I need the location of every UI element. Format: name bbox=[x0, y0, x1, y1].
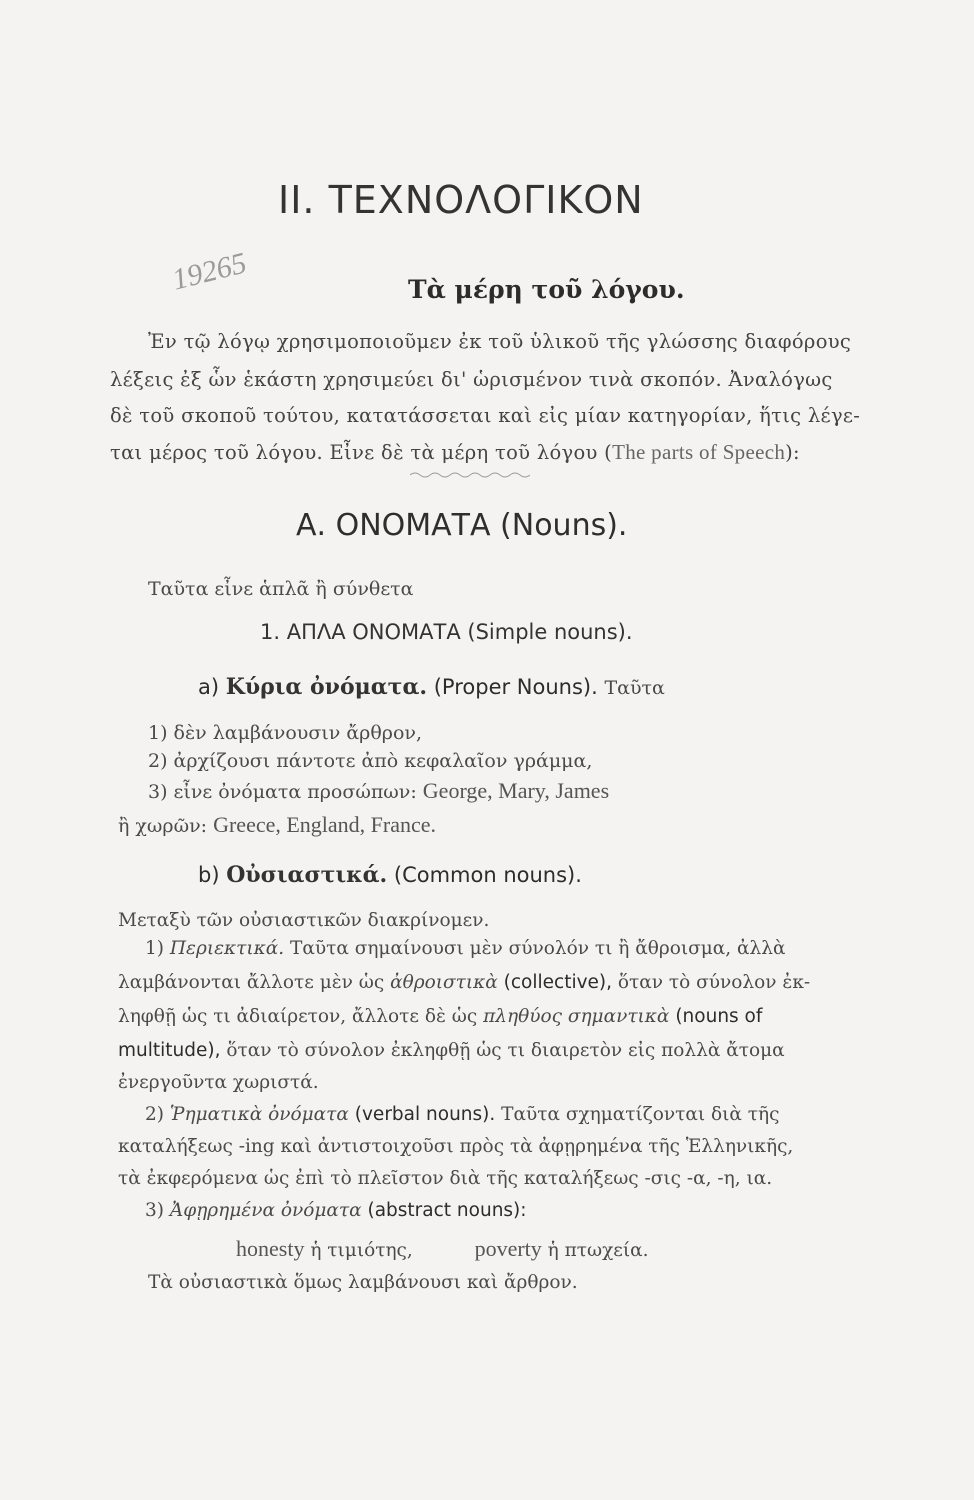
proper-rule-3-examples: George, Mary, James bbox=[422, 778, 610, 803]
collective-line-2-english: (collective), bbox=[503, 972, 613, 993]
closing-sentence: Τὰ οὐσιαστικὰ ὅμως λαμβάνουσι καὶ ἄρθρον. bbox=[148, 1272, 578, 1293]
collective-term: Περιεκτικά. bbox=[169, 938, 285, 959]
section-a-intro: Ταῦτα εἶνε ἁπλᾶ ἢ σύνθετα bbox=[148, 578, 414, 600]
abstract-english: (abstract nouns): bbox=[367, 1200, 527, 1221]
verbal-term: Ῥηματικὰ ὀνόματα bbox=[169, 1104, 349, 1125]
collective-line-3 bbox=[118, 1006, 762, 1027]
collective-line-1-text: Ταῦτα σημαίνουσι μὲν σύνολόν τι ἢ ἄθροισμα, ἀλλὰ bbox=[290, 938, 786, 959]
abstract-number: 3) bbox=[145, 1200, 164, 1221]
proper-rule-4-examples: Greece, England, France. bbox=[213, 812, 437, 837]
common-nouns-intro: Μεταξὺ τῶν οὐσιαστικῶν διακρίνομεν. bbox=[118, 910, 490, 931]
collective-line-2-text-b: ὅταν τὸ σύνολον ἐκ- bbox=[617, 972, 811, 993]
collective-line-4-english: multitude), bbox=[118, 1040, 221, 1061]
simple-nouns-heading: 1. ΑΠΛΑ ΟΝΟΜΑΤΑ (Simple nouns). bbox=[260, 620, 633, 644]
proper-rule-3 bbox=[148, 778, 609, 804]
collective-line-5: ἐνεργοῦντα χωριστά. bbox=[118, 1072, 319, 1093]
collective-number: 1) bbox=[145, 938, 164, 959]
abstract-example-2-english: poverty bbox=[474, 1236, 542, 1261]
intro-line-2: λέξεις ἐξ ὧν ἑκάστη χρησιμεύει δι' ὡρισμένον τινὰ σκοπόν. Ἀναλόγως bbox=[110, 368, 833, 391]
abstract-example-2-greek: ἡ πτωχεία. bbox=[547, 1240, 649, 1261]
intro-line-4-english: The parts of Speech bbox=[612, 440, 786, 464]
proper-rule-4-greek: ἢ χωρῶν: bbox=[118, 815, 208, 837]
intro-line-4 bbox=[110, 440, 800, 465]
abstract-examples bbox=[236, 1236, 649, 1262]
collective-line-1 bbox=[145, 938, 786, 959]
abstract-term: Ἀφῃρημένα ὀνόματα bbox=[169, 1200, 362, 1221]
abstract-example-1-english: honesty bbox=[236, 1236, 305, 1261]
intro-line-4-greek: ται μέρος τοῦ λόγου. Εἶνε δὲ τὰ μέρη τοῦ λόγου ( bbox=[110, 441, 613, 464]
proper-rule-1: 1) δὲν λαμβάνουσιν ἄρθρον, bbox=[148, 722, 422, 744]
proper-rule-3-greek: 3) εἶνε ὀνόματα προσώπων: bbox=[148, 781, 417, 803]
proper-nouns-heading bbox=[198, 674, 665, 700]
proper-rule-2: 2) ἀρχίζουσι πάντοτε ἀπὸ κεφαλαῖον γράμμα, bbox=[148, 750, 593, 772]
pencil-annotation: 19265 bbox=[169, 246, 250, 297]
intro-line-3: δὲ τοῦ σκοποῦ τούτου, κατατάσσεται καὶ εἰς μίαν κατηγορίαν, ἥτις λέγε- bbox=[110, 404, 861, 427]
common-nouns-prefix: b) bbox=[198, 863, 220, 887]
proper-nouns-english: (Proper Nouns). bbox=[433, 675, 598, 699]
intro-line-4-end: ): bbox=[785, 441, 800, 464]
collective-line-3-text: ληφθῇ ὡς τι ἀδιαίρετον, ἄλλοτε δὲ ὡς bbox=[118, 1006, 478, 1027]
proper-nouns-prefix: a) bbox=[198, 675, 220, 699]
verbal-number: 2) bbox=[145, 1104, 164, 1125]
verbal-english: (verbal nouns). bbox=[354, 1104, 496, 1125]
collective-line-3-english: (nouns of bbox=[675, 1006, 763, 1027]
verbal-line-1-text: Ταῦτα σχηματίζονται διὰ τῆς bbox=[501, 1104, 780, 1125]
proper-rule-4 bbox=[118, 812, 436, 838]
collective-line-4 bbox=[118, 1040, 785, 1061]
verbal-line-1 bbox=[145, 1104, 779, 1125]
section-a-heading: Α. ΟΝΟΜΑΤΑ (Nouns). bbox=[296, 508, 628, 543]
collective-line-2-italic: ἀθροιστικὰ bbox=[390, 972, 498, 993]
common-nouns-english: (Common nouns). bbox=[393, 863, 582, 887]
abstract-example-1-greek: ἡ τιμιότης, bbox=[310, 1240, 413, 1261]
chapter-title: II. ΤΕΧΝΟΛΟΓΙΚΟΝ bbox=[278, 178, 644, 222]
proper-nouns-greek: Κύρια ὀνόματα. bbox=[225, 674, 428, 700]
ornamental-divider bbox=[410, 470, 530, 480]
abstract-line-1 bbox=[145, 1200, 527, 1221]
common-nouns-heading bbox=[198, 862, 582, 888]
collective-line-3-italic: πληθύος σημαντικὰ bbox=[483, 1006, 670, 1027]
section-subtitle: Τὰ μέρη τοῦ λόγου. bbox=[408, 275, 685, 304]
verbal-line-3: τὰ ἐκφερόμενα ὡς ἐπὶ τὸ πλεῖστον διὰ τῆς καταλήξεως -σις -α, -η, ια. bbox=[118, 1168, 773, 1189]
proper-nouns-tail: Ταῦτα bbox=[604, 677, 665, 699]
common-nouns-greek: Οὐσιαστικά. bbox=[226, 862, 388, 888]
collective-line-2 bbox=[118, 972, 810, 993]
collective-line-4-text: ὅταν τὸ σύνολον ἐκληφθῇ ὡς τι διαιρετὸν εἰς πολλὰ ἄτομα bbox=[226, 1040, 785, 1061]
intro-line-1: Ἐν τῷ λόγῳ χρησιμοποιοῦμεν ἐκ τοῦ ὑλικοῦ τῆς γλώσσης διαφόρους bbox=[148, 330, 852, 353]
collective-line-2-text-a: λαμβάνονται ἄλλοτε μὲν ὡς bbox=[118, 972, 385, 993]
verbal-line-2: καταλήξεως -ing καὶ ἀντιστοιχοῦσι πρὸς τὰ ἀφῃρημένα τῆς Ἑλληνικῆς, bbox=[118, 1136, 794, 1157]
